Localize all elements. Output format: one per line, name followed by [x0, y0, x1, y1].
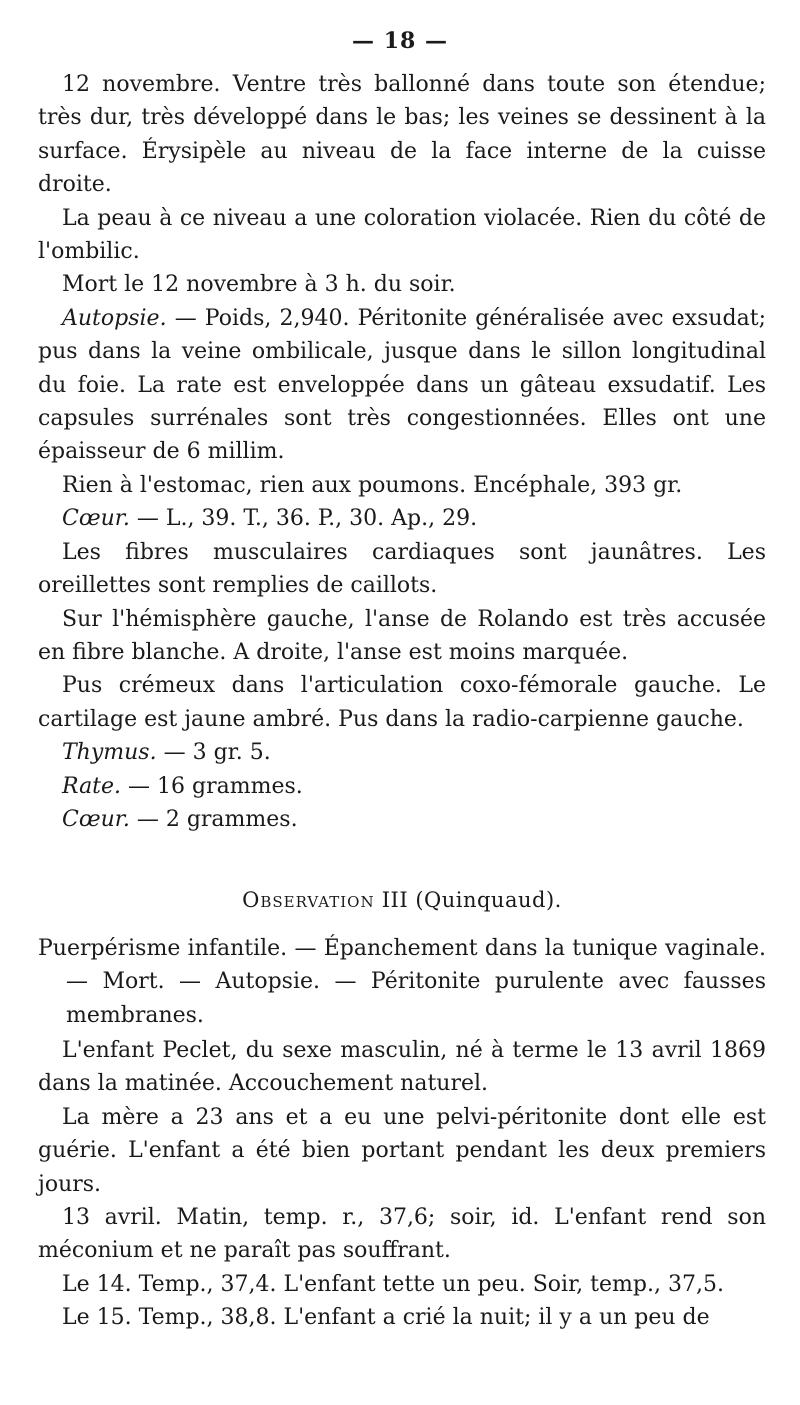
page-number: — 18 — — [352, 28, 448, 54]
paragraph: Les fibres musculaires cardiaques sont jaunâtres. Les oreillettes sont remplies de caillots. — [38, 539, 766, 599]
paragraph: Pus crémeux dans l'articulation coxo-fémorale gauche. Le cartilage est jaune ambré. Pus dans la radio-carpienne gauche. — [38, 673, 766, 732]
paragraph: Sur l'hémisphère gauche, l'anse de Rolando est très accusée en fibre blanche. A droite, l'anse est moins marquée. — [38, 606, 766, 665]
observation-numeral: III (Quinquaud). — [374, 888, 562, 913]
heart-text: — L., 39. T., 36. P., 30. Ap., 29. — [129, 506, 478, 532]
observation-summary — [38, 932, 766, 1032]
heart-label: Cœur. — [62, 506, 130, 532]
paragraph: Le 14. Temp., 37,4. L'enfant tette un peu. Soir, temp., 37,5. — [62, 1271, 724, 1297]
paragraph: Rien à l'estomac, rien aux poumons. Encéphale, 393 gr. — [62, 472, 683, 498]
summary-text: Puerpérisme infantile. — Épanchement dans la tunique vaginale. — Mort. — Autopsie. — Péritonite purulente avec fausses membranes. — [38, 935, 766, 1028]
weight-label: Thymus. — [62, 740, 157, 766]
autopsy-paragraph — [38, 302, 766, 469]
heart-measure-paragraph — [38, 502, 766, 535]
paragraph: Mort le 12 novembre à 3 h. du soir. — [62, 272, 456, 298]
paragraph: Le 15. Temp., 38,8. L'enfant a crié la nuit; il y a un peu de — [62, 1305, 710, 1331]
weight-line — [38, 736, 766, 769]
paragraph: La peau à ce niveau a une coloration violacée. Rien du côté de l'ombilic. — [38, 205, 766, 265]
weight-label: Rate. — [62, 773, 122, 799]
observation-prefix: Observation — [242, 888, 375, 913]
weight-line — [38, 803, 766, 836]
weight-value: — 2 grammes. — [129, 806, 298, 832]
weight-line — [38, 770, 766, 803]
weight-value: — 3 gr. 5. — [156, 740, 271, 766]
observation-heading — [38, 884, 766, 917]
weight-label: Cœur. — [62, 806, 130, 832]
page-body — [38, 68, 766, 1335]
weight-value: — 16 grammes. — [121, 773, 303, 799]
paragraph: 12 novembre. Ventre très ballonné dans toute son étendue; très dur, très développé dans le bas; les veines se dessinent à la surface. Érysipèle au niveau de la face interne de la cuisse droite. — [38, 72, 766, 198]
autopsy-label: Autopsie. — [62, 305, 167, 331]
autopsy-text: — Poids, 2,940. Péritonite généralisée avec exsudat; pus dans la veine ombilicale, jusque dans le sillon longitudinal du foie. La rate est enveloppée dans un gâteau exsudatif. Les capsules surrénales sont très congestionnées. Elles ont une épaisseur de 6 millim. — [38, 305, 766, 465]
paragraph: La mère a 23 ans et a eu une pelvi-péritonite dont elle est guérie. L'enfant a été bien portant pendant les deux premiers jours. — [38, 1104, 766, 1197]
paragraph: 13 avril. Matin, temp. r., 37,6; soir, id. L'enfant rend son méconium et ne paraît pas souffrant. — [38, 1205, 766, 1264]
paragraph: L'enfant Peclet, du sexe masculin, né à terme le 13 avril 1869 dans la matinée. Accouchement naturel. — [38, 1037, 766, 1097]
